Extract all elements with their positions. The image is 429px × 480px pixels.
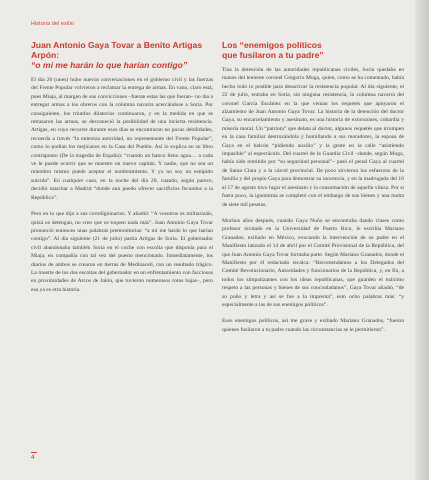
right-headline [222, 40, 404, 60]
right-column [222, 40, 404, 342]
running-head: Historia del exilio [31, 21, 75, 27]
left-headline [31, 40, 213, 70]
page-number: 4 [31, 455, 35, 461]
left-column [31, 40, 213, 302]
left-paragraph-2: Pero en lo que dijo a sus correligionarios. Y añadió: “A vosotros os militarizáis, quizá os detengan, no creo que os toquen nada más”. Juan Antonio Gaya Tovar pronunció entonces unas palabras premonitorias: “a mí me harán lo que harían contigo”. Al día siguiente (21 de julio) partía Artigas de Soria. El gobernador civil abandonaba también Soria en el coche con escolta que disponía para el Miaja, en compañía con tal vez del puesto mencionado. Inmediatamente, los diarios de ambos se crearon en tierras de Medinaceli, con un resultado trágico. La muerte de los dos escoltas del gobernador en un enfrentamiento con facciosos en proximidades de Arcos de Jalón, que tuvieron numerosos rotos bajas–, pero esa ya es otra historia. [31, 211, 213, 293]
right-paragraph-1: Tras la detención de las autoridades republicanas civiles, Soria quedaba en manos del teniente coronel Gregorio Muga, quien, como se ha comentado, había hecho todo lo posible para desactivar la resistencia popular. Al día siguiente, el 22 de julio, entraba en Soria, sin ninguna resistencia, la columna navarra del coronel García Escámez en la que venían los requetés que apoyaron el alzamiento de Juan Antonio Gaya Tovar. La historia de la detención del doctor Gaya, su encarcelamiento y asesinato, es una historia de extorsiones, cobardía y miseria moral. Un “patriota” que delata al doctor, algunos requetés que irrumpen en la casa familiar destrozándola y humillando a sus moradores, la esposa de Gaya en el balcón “pidiendo auxilio” y la gente en la calle “asistiendo impasible” al espectáculo. Del cuartel de la Guardia Civil –donde, según Muga, había sido remitido por “su seguridad personal”– pasó el penal Gaya al cuartel de Santa Clara y a la cárcel provincial. De poco sirvieron los esfuerzos de la familia y del propio Gaya para demostrar su inocencia, y en la madrugada del 16 al 17 de agosto tuvo lugar el asesinato y la consumación de aquella vileza. Por si fuera poco, la ignominia se completó con el embargo de sus bienes y una multa de siete mil pesetas. [222, 67, 404, 208]
page-gutter [415, 0, 429, 480]
folio-rule [31, 452, 37, 453]
left-headline-sub: “o mi me harán lo que harían contigo” [31, 60, 188, 70]
right-paragraph-3: Esos enemigos políticos, así me grave y exiliado Mariano Granados, “fueron quienes fusilaron a tu padre cuando las circunstancias se le permitieron”. [222, 318, 404, 333]
left-headline-main: Juan Antonio Gaya Tovar a Benito Artigas Arpón: [31, 40, 203, 60]
right-headline-main: Los “enemigos políticos [222, 40, 322, 50]
left-paragraph-1: El día 20 (unes) hubo nuevas conversaciones en el gobierno civil y las fuerzas del Frente Popular volvieron a reclamar la entrega de armas. En vano, claro está, pues Miaja, al margen de sus convicciones –fueran estas las que fueran– no iba a entregar armas a los obreros con la columna navarra acercándose a Soria. Por consiguiente, los triunfos dilatorios continuaron, y en la medida en que se retrasaron las armas, se desvaneció la posibilidad de una incierta resistencia. Artigas, en cuyo recorrer durante esos días se encontraron no pocas debilidades, recuerda a través “la entereza autoridad, un representante del Frente Popular”, como lo podían los mejicanos en la Casa del Pueblo. Así lo explica en su libro contrapunto (De la tragedia de España): “cuando un banco lleno agua… a cada ve le puede ocurrir que se muestre un nuevo capitán. Y nadie, que no sea un miembro mismo puede aceptar el nombramiento. Y yo no soy un estúpido suicida”. En cualquier caso, en la noche del día 20, cuando, según parece, decidió marchar a Madrid “donde aun puedo ofrecer sacrificios fecundos a la República”. [31, 77, 213, 201]
right-headline-sub: que fusilaron a tu padre” [222, 50, 324, 60]
right-paragraph-2: Muchos años después, cuando Gaya Nuño se encontraba dando clases como profesor invitado en la Universidad de Puerto Rico, le escribía Mariano Granados, exiliado en México, evocando la intervención de su padre en el Manifiesto lanzado el 14 de abril por el Comité Provisional de la República, del que Juan Antonio Gaya Tovar formaba parte. Según Mariano Granados, donde el Manifiesto por él redactado recalca: “Recomendamos a los Delegados del Comité Revolucionario, Autoridades y funcionarios de la República, y, en fin, a todos los simpatizantes con los ideas republicanas, que guarden el máximo respeto a las personas y bienes de sus conciudadanos”, Gaya Tovar añadió, “de su puño y letra y así se fue a la imprenta”, esto ocho palabras más: “y especialmente a las de sus enemigos políticos”. [222, 217, 404, 308]
